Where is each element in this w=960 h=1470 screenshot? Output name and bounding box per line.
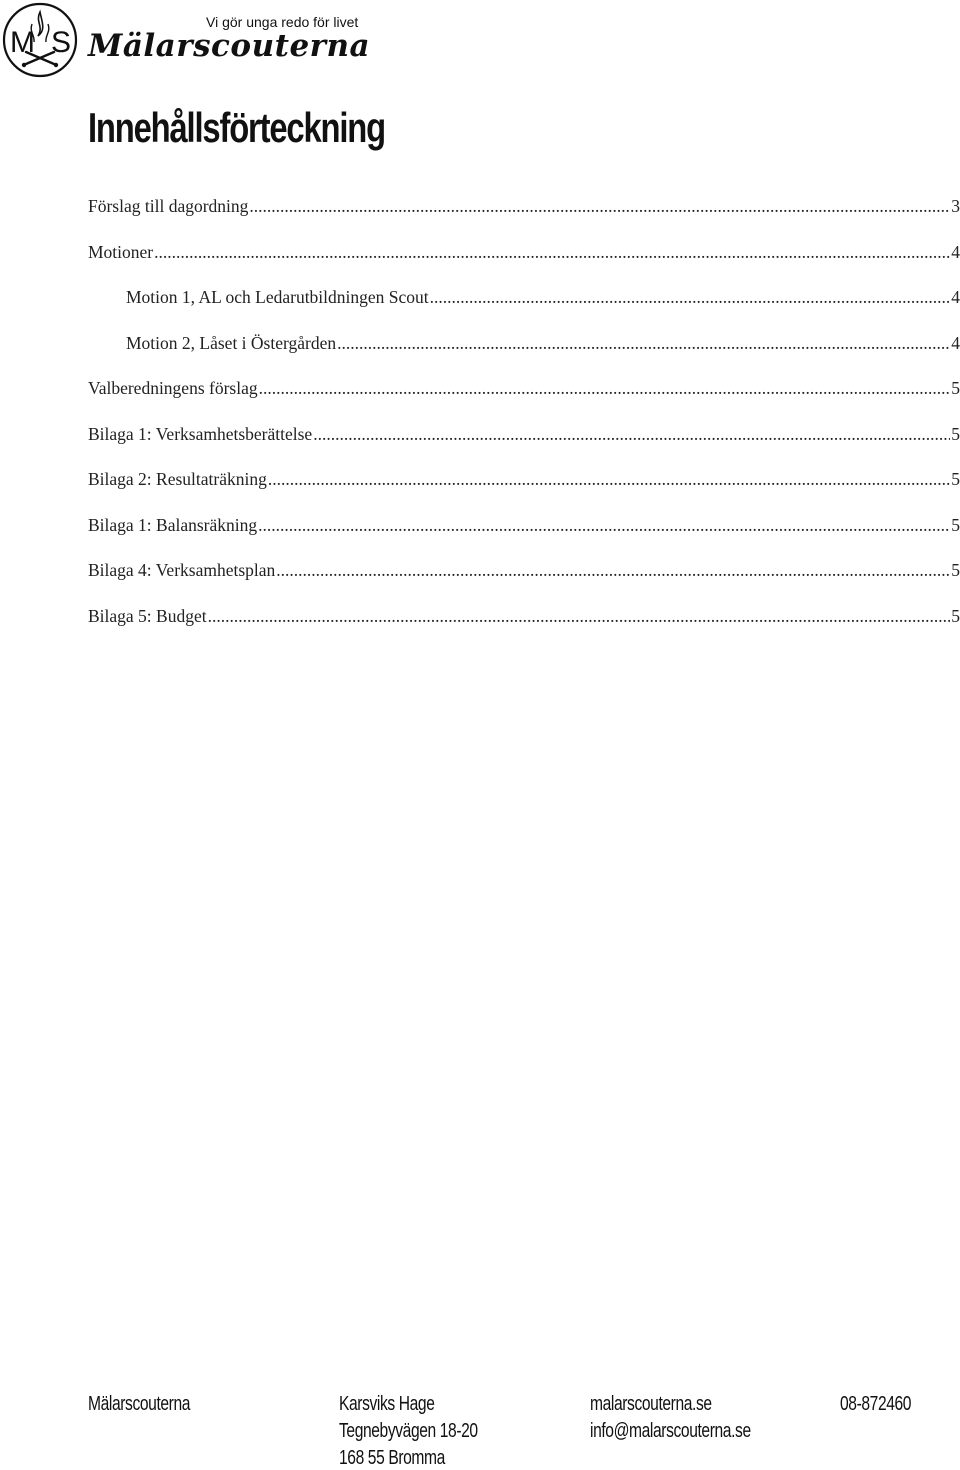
toc-entry[interactable] [88, 469, 960, 515]
footer-address-column [339, 1393, 517, 1470]
toc-entry-page: 5 [951, 423, 960, 444]
page-title: Innehållsförteckning [88, 104, 385, 151]
footer-website-link[interactable]: malarscouterna.se [590, 1393, 712, 1415]
toc-entry[interactable] [88, 424, 960, 470]
logo-letter-s: S [51, 26, 72, 59]
toc-entry-label: Bilaga 2: Resultaträkning [88, 469, 267, 489]
toc-entry-page: 5 [951, 560, 960, 580]
toc-dot-leader [208, 606, 951, 627]
toc-dot-leader [154, 242, 950, 263]
toc-entry-label: Valberedningens förslag [88, 378, 258, 398]
toc-dot-leader [258, 515, 950, 536]
footer-phone: 08-872460 [840, 1393, 912, 1415]
toc-entry-page: 5 [951, 514, 960, 535]
toc-entry[interactable] [88, 242, 960, 288]
footer-contact-column [590, 1393, 796, 1447]
toc-entry-label: Motion 2, Låset i Östergården [126, 332, 337, 353]
logo-badge [2, 2, 78, 78]
logo-wordmark: Mälarscouterna [88, 28, 371, 64]
toc-list [88, 196, 960, 651]
toc-entry-label: Bilaga 5: Budget [88, 605, 207, 626]
toc-dot-leader [268, 469, 950, 490]
footer-email-link[interactable]: info@malarscouterna.se [590, 1420, 751, 1442]
toc-entry-label: Bilaga 1: Balansräkning [88, 514, 258, 535]
toc-entry-label: Motioner [88, 241, 154, 262]
toc-dot-leader [259, 378, 951, 399]
toc-dot-leader [276, 560, 950, 581]
logo-tagline: Vi gör unga redo för livet [206, 14, 359, 30]
toc-entry[interactable] [88, 287, 960, 333]
toc-dot-leader [337, 333, 950, 354]
toc-entry-label: Motion 1, AL och Ledarutbildningen Scout [126, 287, 429, 307]
toc-dot-leader [313, 424, 950, 445]
toc-entry-label: Förslag till dagordning [88, 196, 249, 216]
toc-entry[interactable] [88, 196, 960, 242]
footer-address-line: Tegnebyvägen 18-20 [339, 1420, 478, 1442]
toc-entry[interactable] [88, 606, 960, 652]
toc-entry-label: Bilaga 4: Verksamhetsplan [88, 560, 276, 580]
toc-entry-page: 4 [951, 287, 960, 307]
toc-entry-page: 5 [951, 378, 960, 398]
toc-dot-leader [430, 287, 951, 308]
campfire-icon [2, 2, 78, 78]
footer-org-name: Mälarscouterna [88, 1393, 191, 1415]
toc-entry-label: Bilaga 1: Verksamhetsberättelse [88, 423, 313, 444]
toc-entry[interactable] [88, 560, 960, 606]
footer-phone-column [840, 1393, 931, 1420]
toc-entry-page: 3 [951, 196, 960, 216]
logo-letter-m: M [10, 26, 35, 59]
toc-entry[interactable] [88, 333, 960, 379]
org-logo [0, 0, 371, 80]
toc-entry[interactable] [88, 378, 960, 424]
footer-org-column [88, 1393, 219, 1420]
toc-entry-page: 5 [951, 605, 960, 626]
footer-address-line: 168 55 Bromma [339, 1447, 445, 1469]
footer-address-line: Karsviks Hage [339, 1393, 435, 1415]
toc-entry-page: 5 [951, 469, 960, 489]
toc-entry-page: 4 [951, 332, 960, 353]
toc-entry[interactable] [88, 515, 960, 561]
toc-entry-page: 4 [951, 241, 960, 262]
toc-dot-leader [249, 196, 950, 217]
